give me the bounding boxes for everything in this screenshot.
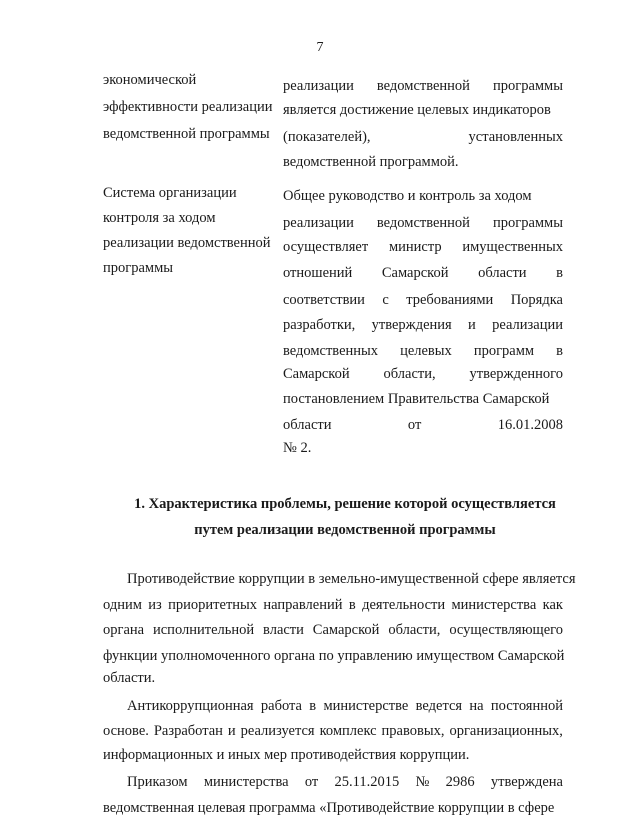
table-label-line: реализации ведомственной <box>103 235 271 251</box>
word: требованиями <box>406 292 494 308</box>
table-value-line <box>283 128 563 146</box>
page-number: 7 <box>316 40 324 55</box>
word: и <box>468 317 476 333</box>
word: министерстве <box>323 698 409 714</box>
paragraph-line <box>103 621 563 639</box>
word: организационных, <box>449 723 563 739</box>
word: в <box>556 265 563 281</box>
word: осуществляющего <box>449 622 563 638</box>
table-label-line: ведомственной программы <box>103 126 270 142</box>
word: 25.11.2015 <box>334 774 400 790</box>
table-value-line: постановлением Правительства Самарской <box>283 391 550 407</box>
word: как <box>542 597 563 613</box>
word: № <box>415 774 430 790</box>
word: имущественных <box>462 239 563 255</box>
word: программы <box>492 78 563 94</box>
paragraph-line: функции уполномоченного органа по управлению имуществом Самарской <box>103 648 565 664</box>
word: реализуется <box>240 723 315 739</box>
word: основе. <box>103 723 149 739</box>
word: программ <box>473 343 535 359</box>
table-value-line: ведомственной программой. <box>283 154 459 170</box>
word: ведомственной <box>376 78 470 94</box>
word: и <box>227 723 236 739</box>
word: приоритетных <box>168 597 258 613</box>
table-value-line <box>283 365 563 383</box>
word: на <box>469 698 484 714</box>
word: области, <box>383 366 436 382</box>
word: области, <box>388 622 441 638</box>
table-value-line <box>283 416 563 434</box>
word: работа <box>260 698 302 714</box>
word: ведомственной <box>376 215 470 231</box>
section-heading: путем реализации ведомственной программы <box>194 522 496 538</box>
word: утвержденного <box>469 366 563 382</box>
paragraph-line <box>103 596 563 614</box>
paragraph-line <box>127 773 563 791</box>
word: 2986 <box>445 774 475 790</box>
word: в <box>309 698 317 714</box>
table-label-line: программы <box>103 260 173 276</box>
word: отношений <box>283 265 353 281</box>
table-value-line: Общее руководство и контроль за ходом <box>283 188 532 204</box>
word: от <box>407 417 422 433</box>
word: осуществляет <box>283 239 369 255</box>
word: министр <box>388 239 442 255</box>
word: с <box>382 292 389 308</box>
word: из <box>148 597 162 613</box>
word: Самарской <box>312 622 380 638</box>
table-value-line <box>283 264 563 282</box>
table-label-line: Система организации <box>103 185 237 201</box>
table-value-line <box>283 77 563 95</box>
word: одним <box>103 597 142 613</box>
word: деятельности <box>362 597 446 613</box>
word: установленных <box>468 129 563 145</box>
paragraph-line: области. <box>103 670 156 686</box>
paragraph-line: Противодействие коррупции в земельно-имущественной сфере является <box>127 571 576 587</box>
word: министерства <box>451 597 537 613</box>
word: направлений <box>263 597 343 613</box>
word: Приказом <box>127 774 188 790</box>
table-value-line <box>283 291 563 309</box>
word: органа <box>103 622 145 638</box>
word: правовых, <box>381 723 445 739</box>
word: реализации <box>492 317 563 333</box>
table-value-line <box>283 214 563 232</box>
word: утверждения <box>371 317 452 333</box>
word: Порядка <box>510 292 563 308</box>
paragraph-line <box>103 722 563 740</box>
word: целевых <box>400 343 452 359</box>
word: ведомственных <box>283 343 379 359</box>
table-value-line: № 2. <box>283 440 312 456</box>
table-value-line: является достижение целевых индикаторов <box>283 102 551 118</box>
word: программы <box>492 215 563 231</box>
word: от <box>304 774 319 790</box>
word: Самарской <box>283 366 350 382</box>
paragraph-line <box>127 697 563 715</box>
table-label-line: экономической <box>103 72 197 88</box>
word: утверждена <box>490 774 563 790</box>
word: исполнительной <box>152 622 255 638</box>
word: власти <box>263 622 304 638</box>
word: области <box>478 265 527 281</box>
word: разработки, <box>283 317 356 333</box>
section-heading: 1. Характеристика проблемы, решение которой осуществляется <box>134 496 556 512</box>
paragraph-line: ведомственная целевая программа «Противодействие коррупции в сфере <box>103 800 555 816</box>
table-label-line: эффективности реализации <box>103 99 273 115</box>
word: комплекс <box>319 723 377 739</box>
word: реализации <box>283 78 354 94</box>
word: Самарской <box>381 265 449 281</box>
paragraph-line: информационных и иных мер противодействия коррупции. <box>103 747 470 763</box>
word: реализации <box>283 215 354 231</box>
word: Разработан <box>153 723 223 739</box>
table-value-line <box>283 316 563 334</box>
word: Антикоррупционная <box>127 698 254 714</box>
word: в <box>556 343 563 359</box>
word: 16.01.2008 <box>497 417 563 433</box>
word: министерства <box>203 774 289 790</box>
word: (показателей), <box>283 129 371 145</box>
table-label-line: контроля за ходом <box>103 210 216 226</box>
word: области <box>283 417 332 433</box>
table-value-line <box>283 238 563 256</box>
word: постоянной <box>490 698 563 714</box>
word: соответствии <box>283 292 365 308</box>
table-value-line <box>283 342 563 360</box>
word: ведется <box>415 698 463 714</box>
word: в <box>348 597 356 613</box>
